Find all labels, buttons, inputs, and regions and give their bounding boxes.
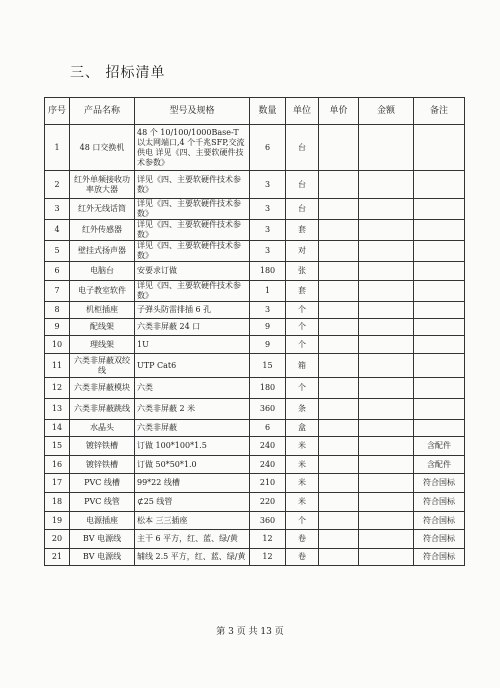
- cell-unit: 个: [286, 512, 319, 530]
- cell-price: [319, 199, 359, 220]
- cell-price: [319, 125, 359, 171]
- cell-name: 红外无线话筒: [70, 199, 135, 220]
- table-row: [45, 399, 465, 420]
- cell-name: 红外传感器: [70, 220, 135, 241]
- cell-price: [319, 549, 359, 566]
- cell-note: 含配件: [414, 456, 465, 474]
- cell-spec: 松本 三三插座: [135, 512, 250, 530]
- cell-qty: 180: [250, 378, 286, 399]
- cell-price: [319, 493, 359, 512]
- cell-note: 符合国标: [414, 549, 465, 566]
- cell-note: 含配件: [414, 437, 465, 456]
- cell-note: [414, 420, 465, 437]
- cell-spec: 详见《四、主要软硬件技术参数》: [135, 199, 250, 220]
- cell-unit: 米: [286, 493, 319, 512]
- cell-spec: 详见《四、主要软硬件技术参数》: [135, 241, 250, 262]
- cell-no: 17: [45, 474, 70, 493]
- cell-spec: 订做 50*50*1.0: [135, 456, 250, 474]
- cell-no: 15: [45, 437, 70, 456]
- cell-unit: 个: [286, 302, 319, 319]
- cell-price: [319, 437, 359, 456]
- cell-note: [414, 378, 465, 399]
- cell-no: 14: [45, 420, 70, 437]
- cell-spec: ⊄25 线管: [135, 493, 250, 512]
- cell-unit: 个: [286, 378, 319, 399]
- cell-unit: 张: [286, 262, 319, 281]
- table-header-row: [45, 98, 465, 125]
- table-row: [45, 378, 465, 399]
- cell-name: 镀锌铁槽: [70, 456, 135, 474]
- cell-amount: [359, 456, 414, 474]
- cell-unit: 台: [286, 125, 319, 171]
- cell-unit: 条: [286, 399, 319, 420]
- cell-price: [319, 220, 359, 241]
- cell-amount: [359, 493, 414, 512]
- cell-no: 2: [45, 171, 70, 199]
- table-row: [45, 549, 465, 566]
- cell-no: 18: [45, 493, 70, 512]
- cell-unit: 米: [286, 474, 319, 493]
- cell-no: 12: [45, 378, 70, 399]
- cell-no: 21: [45, 549, 70, 566]
- cell-spec: 主干 6 平方，红、蓝、绿/黄: [135, 530, 250, 549]
- cell-amount: [359, 437, 414, 456]
- cell-amount: [359, 125, 414, 171]
- cell-qty: 9: [250, 319, 286, 336]
- table-row: [45, 319, 465, 336]
- table-row: [45, 241, 465, 262]
- header-cell: 金额: [359, 98, 414, 125]
- cell-no: 1: [45, 125, 70, 171]
- bid-list-table: [44, 97, 465, 566]
- cell-spec: 六类非屏蔽 24 口: [135, 319, 250, 336]
- table-row: [45, 474, 465, 493]
- cell-spec: 订做 100*100*1.5: [135, 437, 250, 456]
- cell-amount: [359, 171, 414, 199]
- header-cell: 备注: [414, 98, 465, 125]
- cell-qty: 15: [250, 354, 286, 378]
- cell-no: 6: [45, 262, 70, 281]
- cell-price: [319, 456, 359, 474]
- cell-spec: 详见《四、主要软硬件技术参数》: [135, 281, 250, 302]
- cell-name: 理线架: [70, 336, 135, 354]
- table-row: [45, 199, 465, 220]
- cell-unit: 米: [286, 437, 319, 456]
- cell-no: 11: [45, 354, 70, 378]
- cell-amount: [359, 220, 414, 241]
- cell-spec: 六类非屏蔽: [135, 420, 250, 437]
- cell-no: 7: [45, 281, 70, 302]
- cell-price: [319, 512, 359, 530]
- cell-qty: 240: [250, 456, 286, 474]
- cell-note: 符合国标: [414, 530, 465, 549]
- cell-note: [414, 220, 465, 241]
- cell-price: [319, 262, 359, 281]
- table-row: [45, 354, 465, 378]
- cell-qty: 12: [250, 549, 286, 566]
- header-cell: 数量: [250, 98, 286, 125]
- cell-note: [414, 354, 465, 378]
- cell-name: 六类非屏蔽跳线: [70, 399, 135, 420]
- cell-amount: [359, 530, 414, 549]
- cell-amount: [359, 378, 414, 399]
- cell-qty: 6: [250, 420, 286, 437]
- section-title: 三、 招标清单: [70, 65, 166, 81]
- cell-price: [319, 241, 359, 262]
- cell-unit: 米: [286, 456, 319, 474]
- cell-note: [414, 125, 465, 171]
- header-cell: 单价: [319, 98, 359, 125]
- cell-no: 13: [45, 399, 70, 420]
- cell-qty: 360: [250, 512, 286, 530]
- table-row: [45, 302, 465, 319]
- cell-note: 符合国标: [414, 493, 465, 512]
- table-row: [45, 437, 465, 456]
- cell-name: 电子教室软件: [70, 281, 135, 302]
- cell-price: [319, 281, 359, 302]
- cell-amount: [359, 241, 414, 262]
- cell-note: [414, 199, 465, 220]
- cell-name: BV 电源线: [70, 530, 135, 549]
- cell-note: [414, 241, 465, 262]
- cell-name: 六类非屏蔽模块: [70, 378, 135, 399]
- cell-unit: 盒: [286, 420, 319, 437]
- cell-amount: [359, 354, 414, 378]
- cell-amount: [359, 262, 414, 281]
- cell-no: 4: [45, 220, 70, 241]
- cell-qty: 12: [250, 530, 286, 549]
- cell-qty: 220: [250, 493, 286, 512]
- cell-price: [319, 420, 359, 437]
- cell-unit: 台: [286, 199, 319, 220]
- table-row: [45, 493, 465, 512]
- cell-qty: 3: [250, 302, 286, 319]
- cell-name: 电源插座: [70, 512, 135, 530]
- cell-qty: 3: [250, 171, 286, 199]
- cell-qty: 360: [250, 399, 286, 420]
- cell-qty: 180: [250, 262, 286, 281]
- cell-qty: 210: [250, 474, 286, 493]
- cell-amount: [359, 549, 414, 566]
- cell-qty: 6: [250, 125, 286, 171]
- cell-no: 20: [45, 530, 70, 549]
- cell-spec: UTP Cat6: [135, 354, 250, 378]
- cell-price: [319, 171, 359, 199]
- cell-spec: 48 个 10/100/1000Base-T 以太网端口,4 个千兆SFP,交流供电 详见《四、主要软硬件技术参数》: [135, 125, 250, 171]
- cell-name: 电脑台: [70, 262, 135, 281]
- cell-unit: 个: [286, 319, 319, 336]
- cell-spec: 子弹头防雷排插 6 孔: [135, 302, 250, 319]
- cell-name: 镀锌铁槽: [70, 437, 135, 456]
- cell-unit: 卷: [286, 549, 319, 566]
- table-row: [45, 420, 465, 437]
- cell-no: 3: [45, 199, 70, 220]
- cell-price: [319, 336, 359, 354]
- cell-unit: 个: [286, 336, 319, 354]
- cell-note: 符合国标: [414, 512, 465, 530]
- cell-note: [414, 171, 465, 199]
- cell-amount: [359, 336, 414, 354]
- cell-amount: [359, 512, 414, 530]
- cell-no: 9: [45, 319, 70, 336]
- cell-unit: 套: [286, 220, 319, 241]
- cell-price: [319, 474, 359, 493]
- cell-price: [319, 378, 359, 399]
- cell-name: 48 口交换机: [70, 125, 135, 171]
- cell-spec: 安要求订做: [135, 262, 250, 281]
- cell-no: 10: [45, 336, 70, 354]
- table-row: [45, 171, 465, 199]
- cell-qty: 1: [250, 281, 286, 302]
- cell-qty: 240: [250, 437, 286, 456]
- cell-note: [414, 281, 465, 302]
- table-row: [45, 262, 465, 281]
- cell-qty: 3: [250, 199, 286, 220]
- cell-name: 壁挂式扬声器: [70, 241, 135, 262]
- cell-amount: [359, 281, 414, 302]
- cell-spec: 六类: [135, 378, 250, 399]
- cell-no: 16: [45, 456, 70, 474]
- cell-amount: [359, 302, 414, 319]
- cell-name: 配线架: [70, 319, 135, 336]
- cell-spec: 辅线 2.5 平方，红、蓝、绿/黄: [135, 549, 250, 566]
- cell-no: 19: [45, 512, 70, 530]
- header-cell: 产品名称: [70, 98, 135, 125]
- header-cell: 单位: [286, 98, 319, 125]
- cell-name: 机柜插座: [70, 302, 135, 319]
- cell-spec: 详见《四、主要软硬件技术参数》: [135, 220, 250, 241]
- cell-note: [414, 319, 465, 336]
- table-row: [45, 456, 465, 474]
- header-cell: 序号: [45, 98, 70, 125]
- cell-price: [319, 530, 359, 549]
- cell-price: [319, 399, 359, 420]
- cell-spec: 详见《四、主要软硬件技术参数》: [135, 171, 250, 199]
- cell-amount: [359, 399, 414, 420]
- cell-unit: 箱: [286, 354, 319, 378]
- cell-name: PVC 线槽: [70, 474, 135, 493]
- table-row: [45, 281, 465, 302]
- cell-name: 六类非屏蔽双绞线: [70, 354, 135, 378]
- cell-note: [414, 302, 465, 319]
- cell-price: [319, 302, 359, 319]
- cell-qty: 3: [250, 220, 286, 241]
- cell-name: 水晶头: [70, 420, 135, 437]
- cell-spec: 1U: [135, 336, 250, 354]
- table-row: [45, 336, 465, 354]
- cell-qty: 3: [250, 241, 286, 262]
- cell-spec: 99*22 线槽: [135, 474, 250, 493]
- cell-note: [414, 399, 465, 420]
- cell-name: 红外单频接收功率放大器: [70, 171, 135, 199]
- table-row: [45, 530, 465, 549]
- table-row: [45, 220, 465, 241]
- table-row: [45, 125, 465, 171]
- cell-qty: 9: [250, 336, 286, 354]
- header-cell: 型号及规格: [135, 98, 250, 125]
- cell-unit: 对: [286, 241, 319, 262]
- cell-price: [319, 319, 359, 336]
- table-row: [45, 512, 465, 530]
- cell-note: [414, 336, 465, 354]
- cell-name: PVC 线管: [70, 493, 135, 512]
- cell-amount: [359, 420, 414, 437]
- cell-spec: 六类非屏蔽 2 米: [135, 399, 250, 420]
- cell-no: 5: [45, 241, 70, 262]
- cell-no: 8: [45, 302, 70, 319]
- cell-amount: [359, 199, 414, 220]
- cell-unit: 套: [286, 281, 319, 302]
- cell-unit: 台: [286, 171, 319, 199]
- cell-amount: [359, 319, 414, 336]
- page-footer: 第 3 页 共 13 页: [216, 627, 284, 637]
- cell-note: 符合国标: [414, 474, 465, 493]
- cell-unit: 卷: [286, 530, 319, 549]
- cell-note: [414, 262, 465, 281]
- cell-amount: [359, 474, 414, 493]
- cell-price: [319, 354, 359, 378]
- cell-name: BV 电源线: [70, 549, 135, 566]
